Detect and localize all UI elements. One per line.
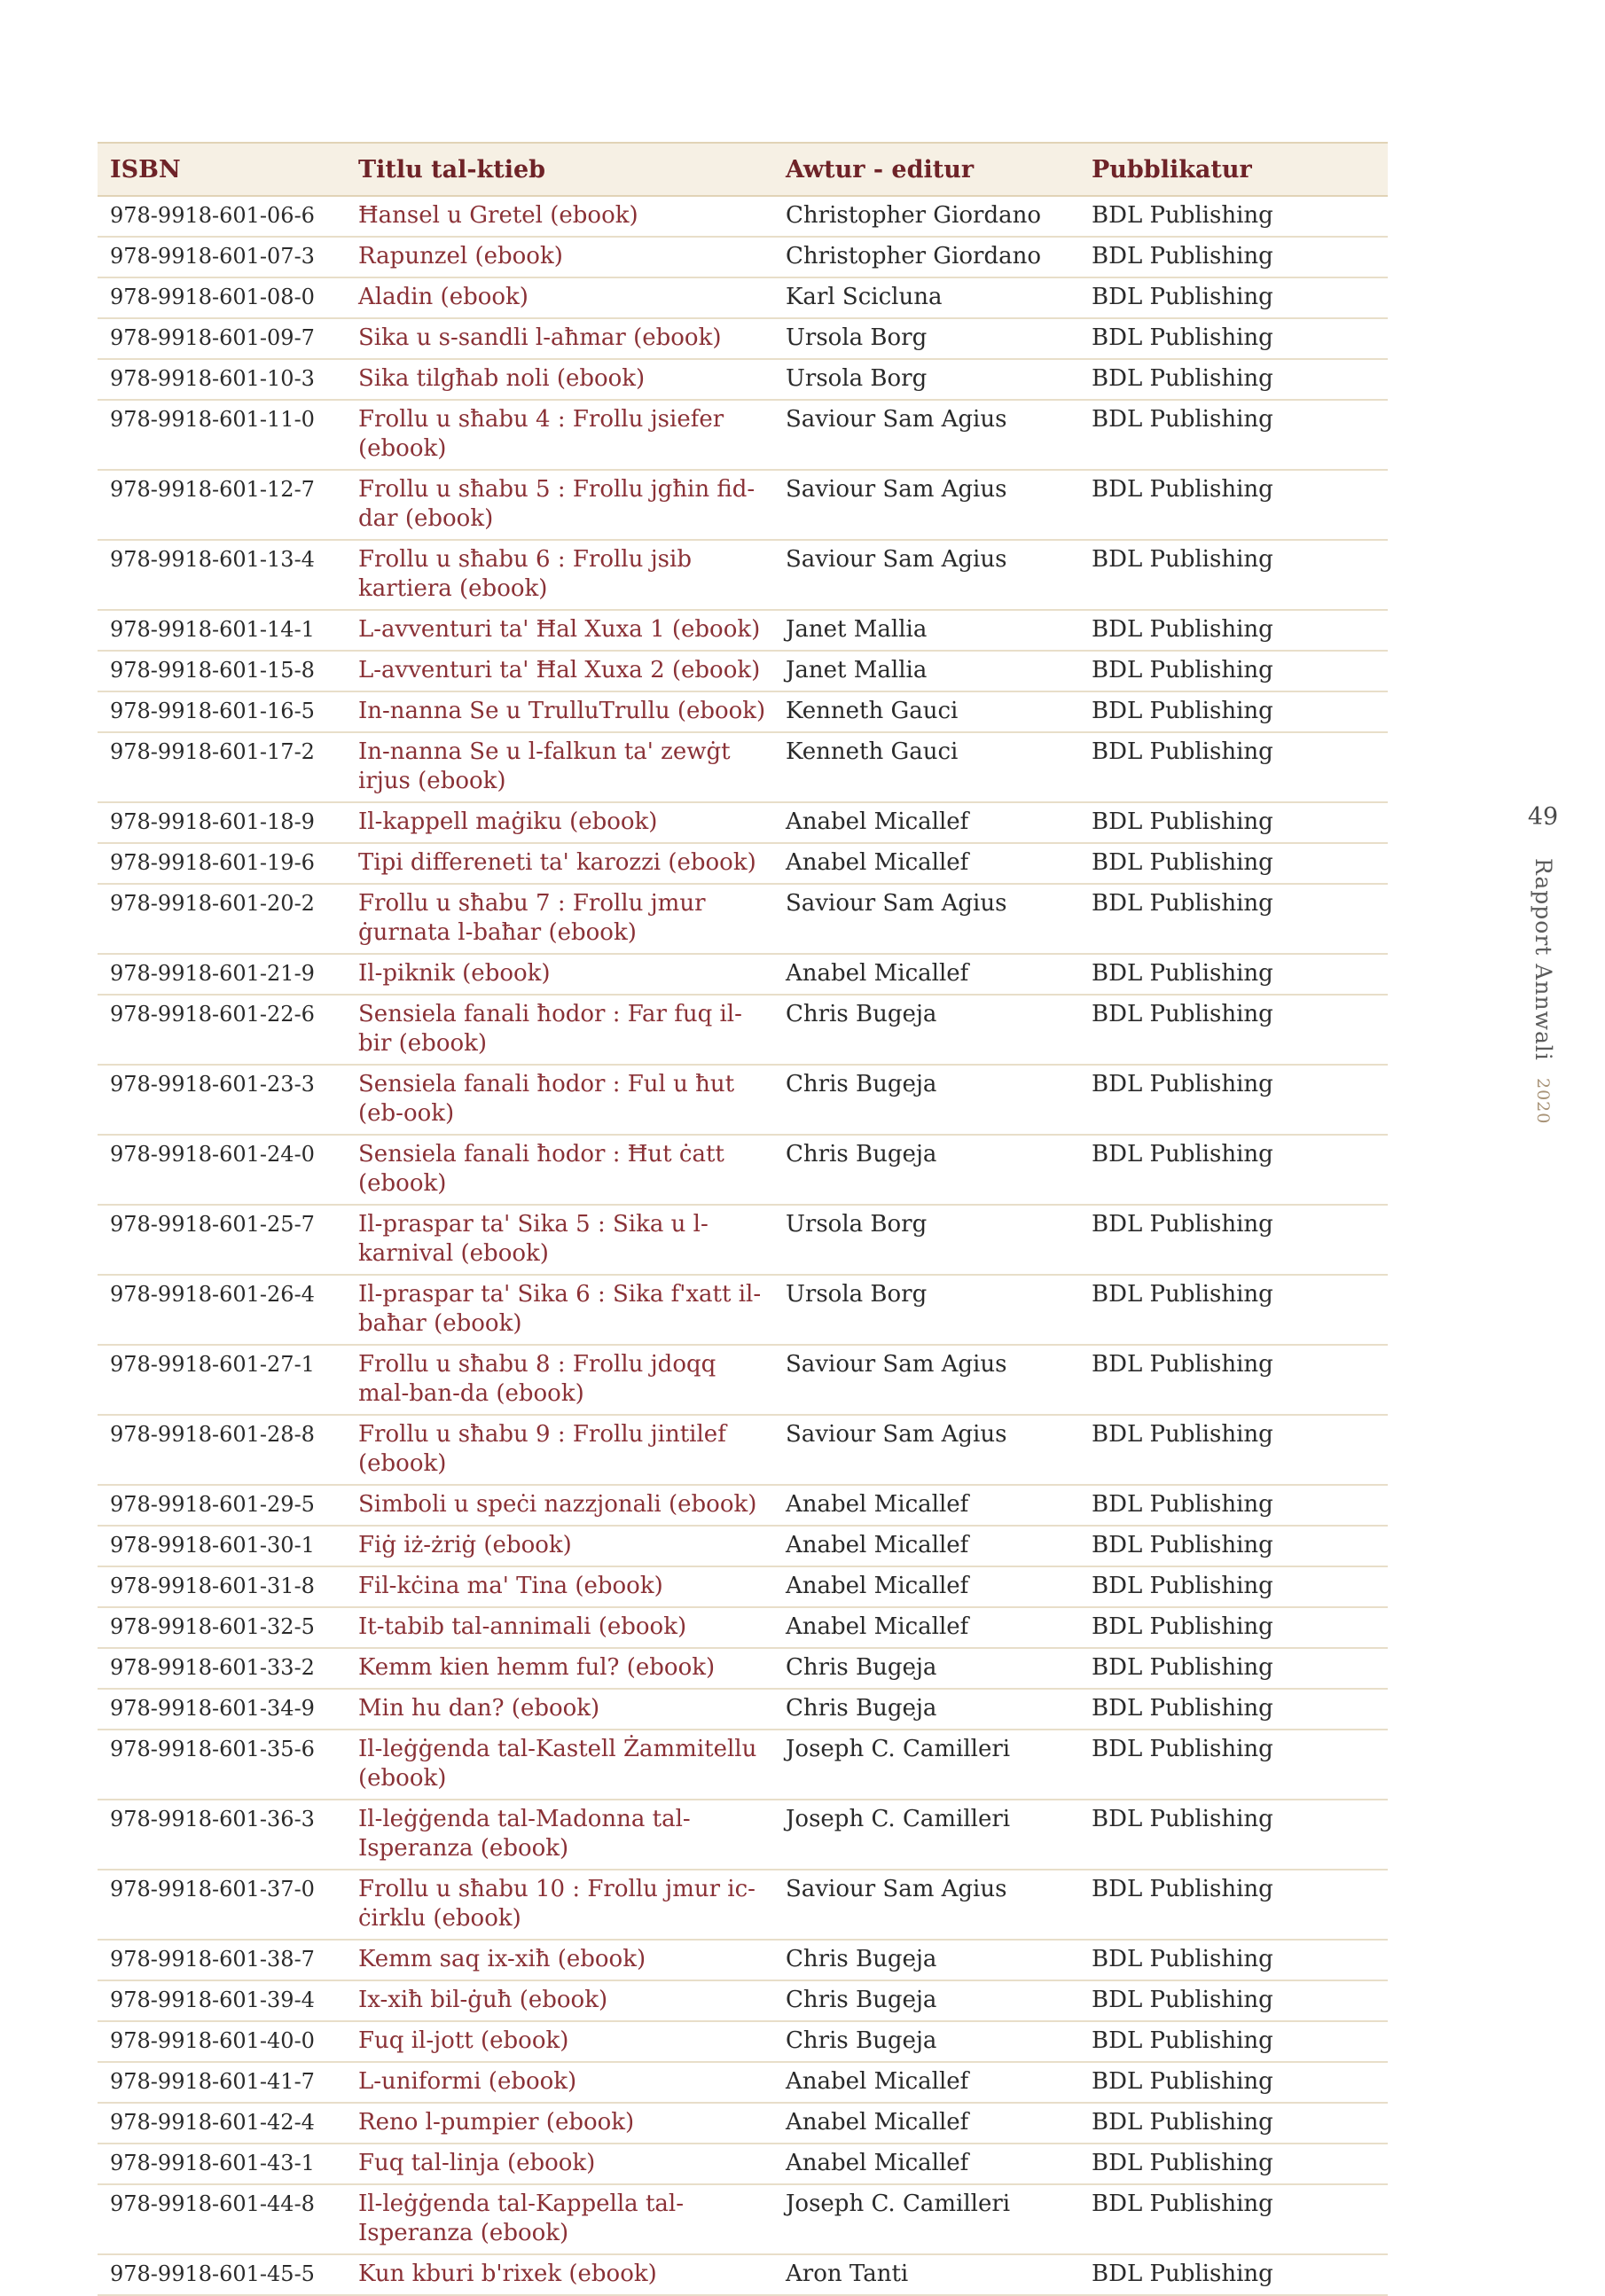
- author-cell: Joseph C. Camilleri: [773, 2184, 1079, 2254]
- publisher-cell: BDL Publishing: [1079, 359, 1388, 400]
- publisher-cell: BDL Publishing: [1079, 843, 1388, 884]
- title-cell: Frollu u sħabu 10 : Frollu jmur ic-ċirklu (ebook): [346, 1870, 773, 1940]
- publisher-cell: BDL Publishing: [1079, 2021, 1388, 2062]
- table-row: [98, 1065, 1388, 1135]
- title-cell: Sika tilgħab noli (ebook): [346, 359, 773, 400]
- title-cell: Min hu dan? (ebook): [346, 1689, 773, 1730]
- title-cell: Fil-kċina ma' Tina (ebook): [346, 1566, 773, 1607]
- publisher-cell: BDL Publishing: [1079, 1566, 1388, 1607]
- isbn-cell: 978-9918-601-45-5: [98, 2254, 346, 2295]
- publisher-cell: BDL Publishing: [1079, 1800, 1388, 1870]
- isbn-cell: 978-9918-601-40-0: [98, 2021, 346, 2062]
- isbn-cell: 978-9918-601-26-4: [98, 1275, 346, 1345]
- title-cell: L-avventuri ta' Ħal Xuxa 1 (ebook): [346, 610, 773, 651]
- publisher-cell: BDL Publishing: [1079, 1135, 1388, 1205]
- author-cell: Janet Mallia: [773, 651, 1079, 691]
- table-row: [98, 2254, 1388, 2295]
- title-cell: Frollu u sħabu 9 : Frollu jintilef (ebook): [346, 1415, 773, 1485]
- isbn-cell: 978-9918-601-12-7: [98, 470, 346, 540]
- publisher-cell: BDL Publishing: [1079, 2103, 1388, 2144]
- isbn-cell: 978-9918-601-18-9: [98, 802, 346, 843]
- title-cell: Frollu u sħabu 4 : Frollu jsiefer (ebook): [346, 400, 773, 470]
- isbn-cell: 978-9918-601-23-3: [98, 1065, 346, 1135]
- table-row: [98, 1980, 1388, 2021]
- table-row: [98, 1135, 1388, 1205]
- author-cell: Saviour Sam Agius: [773, 540, 1079, 610]
- table-row: [98, 1275, 1388, 1345]
- author-cell: Anabel Micallef: [773, 1566, 1079, 1607]
- author-cell: Anabel Micallef: [773, 954, 1079, 995]
- publisher-cell: BDL Publishing: [1079, 318, 1388, 359]
- table-row: [98, 954, 1388, 995]
- author-cell: Anabel Micallef: [773, 802, 1079, 843]
- header-title: Titlu tal-ktieb: [358, 155, 546, 184]
- table-row: [98, 1485, 1388, 1526]
- publisher-cell: BDL Publishing: [1079, 2144, 1388, 2184]
- isbn-cell: 978-9918-601-25-7: [98, 1205, 346, 1275]
- table-row: [98, 237, 1388, 277]
- author-cell: Chris Bugeja: [773, 1135, 1079, 1205]
- table-row: [98, 1648, 1388, 1689]
- table-row: [98, 1870, 1388, 1940]
- title-cell: Il-leġġenda tal-Kappella tal-Isperanza (ebook): [346, 2184, 773, 2254]
- title-cell: Il-kappell maġiku (ebook): [346, 802, 773, 843]
- author-cell: Christopher Giordano: [773, 237, 1079, 277]
- title-cell: Kemm kien hemm ful? (ebook): [346, 1648, 773, 1689]
- isbn-cell: 978-9918-601-39-4: [98, 1980, 346, 2021]
- publisher-cell: BDL Publishing: [1079, 1205, 1388, 1275]
- title-cell: Frollu u sħabu 7 : Frollu jmur ġurnata l-baħar (ebook): [346, 884, 773, 954]
- author-cell: Joseph C. Camilleri: [773, 1730, 1079, 1800]
- publisher-cell: BDL Publishing: [1079, 2062, 1388, 2103]
- author-cell: Kenneth Gauci: [773, 732, 1079, 802]
- header-author: Awtur - editur: [786, 155, 975, 184]
- author-cell: Chris Bugeja: [773, 1980, 1079, 2021]
- author-cell: Chris Bugeja: [773, 995, 1079, 1065]
- publisher-cell: BDL Publishing: [1079, 2184, 1388, 2254]
- page-number: 49: [1527, 803, 1559, 831]
- table-row: [98, 2103, 1388, 2144]
- title-cell: Frollu u sħabu 8 : Frollu jdoqq mal-ban-da (ebook): [346, 1345, 773, 1415]
- publisher-cell: BDL Publishing: [1079, 802, 1388, 843]
- title-cell: Ix-xiħ bil-ġuħ (ebook): [346, 1980, 773, 2021]
- publisher-cell: BDL Publishing: [1079, 995, 1388, 1065]
- author-cell: Chris Bugeja: [773, 1689, 1079, 1730]
- title-cell: Frollu u sħabu 6 : Frollu jsib kartiera (ebook): [346, 540, 773, 610]
- title-cell: Fiġ iż-żriġ (ebook): [346, 1526, 773, 1566]
- title-cell: In-nanna Se u l-falkun ta' zewġt irjus (ebook): [346, 732, 773, 802]
- publisher-cell: BDL Publishing: [1079, 1730, 1388, 1800]
- isbn-cell: 978-9918-601-29-5: [98, 1485, 346, 1526]
- table-row: [98, 2144, 1388, 2184]
- book-table: [98, 142, 1388, 2296]
- table-row: [98, 1566, 1388, 1607]
- author-cell: Christopher Giordano: [773, 196, 1079, 237]
- author-cell: Saviour Sam Agius: [773, 470, 1079, 540]
- isbn-cell: 978-9918-601-08-0: [98, 277, 346, 318]
- report-running-title: [1503, 858, 1556, 1124]
- author-cell: Ursola Borg: [773, 1275, 1079, 1345]
- author-cell: Ursola Borg: [773, 1205, 1079, 1275]
- title-cell: L-avventuri ta' Ħal Xuxa 2 (ebook): [346, 651, 773, 691]
- title-cell: Sensiela fanali ħodor : Ful u ħut (eb-ook): [346, 1065, 773, 1135]
- title-cell: Fuq il-jott (ebook): [346, 2021, 773, 2062]
- publisher-cell: BDL Publishing: [1079, 1065, 1388, 1135]
- isbn-cell: 978-9918-601-31-8: [98, 1566, 346, 1607]
- table-row: [98, 2062, 1388, 2103]
- title-cell: Kun kburi b'rixek (ebook): [346, 2254, 773, 2295]
- report-title: Rapport Annwali: [1531, 858, 1556, 1061]
- book-table-container: [98, 142, 1388, 2296]
- isbn-cell: 978-9918-601-11-0: [98, 400, 346, 470]
- table-row: [98, 359, 1388, 400]
- isbn-cell: 978-9918-601-34-9: [98, 1689, 346, 1730]
- author-cell: Anabel Micallef: [773, 1485, 1079, 1526]
- author-cell: Aron Tanti: [773, 2254, 1079, 2295]
- isbn-cell: 978-9918-601-21-9: [98, 954, 346, 995]
- isbn-cell: 978-9918-601-10-3: [98, 359, 346, 400]
- table-row: [98, 400, 1388, 470]
- publisher-cell: BDL Publishing: [1079, 1526, 1388, 1566]
- author-cell: Chris Bugeja: [773, 1940, 1079, 1980]
- table-row: [98, 884, 1388, 954]
- isbn-cell: 978-9918-601-24-0: [98, 1135, 346, 1205]
- author-cell: Karl Scicluna: [773, 277, 1079, 318]
- table-header: [98, 143, 1388, 196]
- author-cell: Chris Bugeja: [773, 2021, 1079, 2062]
- title-cell: In-nanna Se u TrulluTrullu (ebook): [346, 691, 773, 732]
- isbn-cell: 978-9918-601-35-6: [98, 1730, 346, 1800]
- table-row: [98, 196, 1388, 237]
- publisher-cell: BDL Publishing: [1079, 1980, 1388, 2021]
- publisher-cell: BDL Publishing: [1079, 277, 1388, 318]
- isbn-cell: 978-9918-601-36-3: [98, 1800, 346, 1870]
- isbn-cell: 978-9918-601-09-7: [98, 318, 346, 359]
- table-row: [98, 802, 1388, 843]
- publisher-cell: BDL Publishing: [1079, 196, 1388, 237]
- title-cell: Il-piknik (ebook): [346, 954, 773, 995]
- table-row: [98, 1345, 1388, 1415]
- table-row: [98, 1526, 1388, 1566]
- table-row: [98, 2184, 1388, 2254]
- isbn-cell: 978-9918-601-33-2: [98, 1648, 346, 1689]
- author-cell: Joseph C. Camilleri: [773, 1800, 1079, 1870]
- author-cell: Saviour Sam Agius: [773, 1870, 1079, 1940]
- author-cell: Ursola Borg: [773, 359, 1079, 400]
- table-row: [98, 1415, 1388, 1485]
- table-row: [98, 2021, 1388, 2062]
- table-row: [98, 470, 1388, 540]
- table-row: [98, 1607, 1388, 1648]
- isbn-cell: 978-9918-601-38-7: [98, 1940, 346, 1980]
- author-cell: Saviour Sam Agius: [773, 884, 1079, 954]
- isbn-cell: 978-9918-601-30-1: [98, 1526, 346, 1566]
- publisher-cell: BDL Publishing: [1079, 1689, 1388, 1730]
- title-cell: Fuq tal-linja (ebook): [346, 2144, 773, 2184]
- title-cell: Sensiela fanali ħodor : Far fuq il-bir (ebook): [346, 995, 773, 1065]
- table-row: [98, 1689, 1388, 1730]
- publisher-cell: BDL Publishing: [1079, 1345, 1388, 1415]
- isbn-cell: 978-9918-601-07-3: [98, 237, 346, 277]
- table-row: [98, 843, 1388, 884]
- title-cell: Sika u s-sandli l-aħmar (ebook): [346, 318, 773, 359]
- table-row: [98, 1205, 1388, 1275]
- title-cell: Rapunzel (ebook): [346, 237, 773, 277]
- title-cell: L-uniformi (ebook): [346, 2062, 773, 2103]
- isbn-cell: 978-9918-601-15-8: [98, 651, 346, 691]
- author-cell: Anabel Micallef: [773, 1607, 1079, 1648]
- table-row: [98, 1800, 1388, 1870]
- author-cell: Anabel Micallef: [773, 843, 1079, 884]
- table-row: [98, 318, 1388, 359]
- table-row: [98, 610, 1388, 651]
- publisher-cell: BDL Publishing: [1079, 1415, 1388, 1485]
- publisher-cell: BDL Publishing: [1079, 884, 1388, 954]
- title-cell: Frollu u sħabu 5 : Frollu jgħin fid-dar (ebook): [346, 470, 773, 540]
- author-cell: Anabel Micallef: [773, 2062, 1079, 2103]
- title-cell: Aladin (ebook): [346, 277, 773, 318]
- header-row: [98, 143, 1388, 196]
- author-cell: Anabel Micallef: [773, 1526, 1079, 1566]
- title-cell: Ħansel u Gretel (ebook): [346, 196, 773, 237]
- title-cell: Il-praspar ta' Sika 6 : Sika f'xatt il-baħar (ebook): [346, 1275, 773, 1345]
- isbn-cell: 978-9918-601-44-8: [98, 2184, 346, 2254]
- title-cell: Tipi differeneti ta' karozzi (ebook): [346, 843, 773, 884]
- author-cell: Saviour Sam Agius: [773, 1415, 1079, 1485]
- isbn-cell: 978-9918-601-19-6: [98, 843, 346, 884]
- isbn-cell: 978-9918-601-42-4: [98, 2103, 346, 2144]
- table-row: [98, 732, 1388, 802]
- author-cell: Anabel Micallef: [773, 2144, 1079, 2184]
- isbn-cell: 978-9918-601-27-1: [98, 1345, 346, 1415]
- author-cell: Anabel Micallef: [773, 2103, 1079, 2144]
- table-row: [98, 651, 1388, 691]
- author-cell: Chris Bugeja: [773, 1065, 1079, 1135]
- publisher-cell: BDL Publishing: [1079, 954, 1388, 995]
- table-body: [98, 196, 1388, 2295]
- isbn-cell: 978-9918-601-14-1: [98, 610, 346, 651]
- isbn-cell: 978-9918-601-37-0: [98, 1870, 346, 1940]
- table-row: [98, 1940, 1388, 1980]
- publisher-cell: BDL Publishing: [1079, 2254, 1388, 2295]
- isbn-cell: 978-9918-601-28-8: [98, 1415, 346, 1485]
- isbn-cell: 978-9918-601-32-5: [98, 1607, 346, 1648]
- table-row: [98, 1730, 1388, 1800]
- publisher-cell: BDL Publishing: [1079, 1940, 1388, 1980]
- author-cell: Ursola Borg: [773, 318, 1079, 359]
- title-cell: Reno l-pumpier (ebook): [346, 2103, 773, 2144]
- publisher-cell: BDL Publishing: [1079, 1275, 1388, 1345]
- title-cell: It-tabib tal-annimali (ebook): [346, 1607, 773, 1648]
- publisher-cell: BDL Publishing: [1079, 237, 1388, 277]
- header-isbn: ISBN: [110, 155, 181, 184]
- isbn-cell: 978-9918-601-41-7: [98, 2062, 346, 2103]
- isbn-cell: 978-9918-601-13-4: [98, 540, 346, 610]
- author-cell: Kenneth Gauci: [773, 691, 1079, 732]
- table-row: [98, 277, 1388, 318]
- publisher-cell: BDL Publishing: [1079, 691, 1388, 732]
- author-cell: Saviour Sam Agius: [773, 400, 1079, 470]
- author-cell: Saviour Sam Agius: [773, 1345, 1079, 1415]
- title-cell: Il-leġġenda tal-Kastell Żammitellu (ebook): [346, 1730, 773, 1800]
- isbn-cell: 978-9918-601-16-5: [98, 691, 346, 732]
- title-cell: Sensiela fanali ħodor : Ħut ċatt (ebook): [346, 1135, 773, 1205]
- publisher-cell: BDL Publishing: [1079, 1607, 1388, 1648]
- title-cell: Kemm saq ix-xiħ (ebook): [346, 1940, 773, 1980]
- report-year: 2020: [1533, 1077, 1553, 1125]
- publisher-cell: BDL Publishing: [1079, 540, 1388, 610]
- author-cell: Janet Mallia: [773, 610, 1079, 651]
- title-cell: Il-leġġenda tal-Madonna tal-Isperanza (ebook): [346, 1800, 773, 1870]
- publisher-cell: BDL Publishing: [1079, 1485, 1388, 1526]
- publisher-cell: BDL Publishing: [1079, 470, 1388, 540]
- isbn-cell: 978-9918-601-20-2: [98, 884, 346, 954]
- publisher-cell: BDL Publishing: [1079, 400, 1388, 470]
- isbn-cell: 978-9918-601-43-1: [98, 2144, 346, 2184]
- isbn-cell: 978-9918-601-17-2: [98, 732, 346, 802]
- table-row: [98, 995, 1388, 1065]
- title-cell: Il-praspar ta' Sika 5 : Sika u l-karnival (ebook): [346, 1205, 773, 1275]
- table-row: [98, 540, 1388, 610]
- table-row: [98, 691, 1388, 732]
- publisher-cell: BDL Publishing: [1079, 1870, 1388, 1940]
- publisher-cell: BDL Publishing: [1079, 610, 1388, 651]
- publisher-cell: BDL Publishing: [1079, 651, 1388, 691]
- isbn-cell: 978-9918-601-22-6: [98, 995, 346, 1065]
- publisher-cell: BDL Publishing: [1079, 732, 1388, 802]
- title-cell: Simboli u speċi nazzjonali (ebook): [346, 1485, 773, 1526]
- author-cell: Chris Bugeja: [773, 1648, 1079, 1689]
- isbn-cell: 978-9918-601-06-6: [98, 196, 346, 237]
- publisher-cell: BDL Publishing: [1079, 1648, 1388, 1689]
- header-publisher: Pubblikatur: [1092, 155, 1252, 184]
